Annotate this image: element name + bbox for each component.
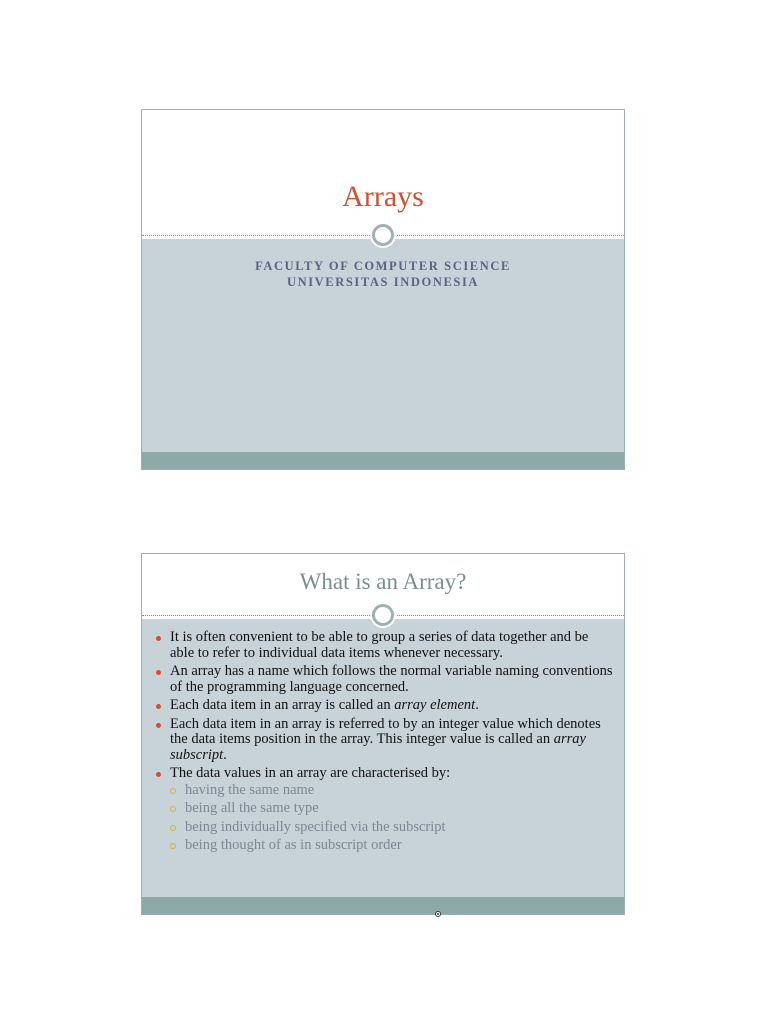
slide-subtitle (142, 258, 624, 290)
bullet-text: It is often convenient to be able to group a series of data together and be able to refer to individual data items whenever necessary. (170, 629, 589, 661)
bullet-item (156, 664, 616, 695)
slide-title-text: Arrays (342, 180, 424, 213)
slide-title (141, 109, 625, 470)
bullet-text-end: . (475, 697, 479, 713)
bullet-list (156, 630, 616, 857)
bullet-item (156, 717, 616, 764)
subtitle-line-faculty: FACULTY OF COMPUTER SCIENCE (255, 259, 511, 273)
slide-title-header (142, 110, 624, 236)
sub-bullet-item: being all the same type (170, 801, 616, 817)
bullet-text: An array has a name which follows the normal variable naming conventions of the programming language concerned. (170, 663, 613, 695)
term-array-subscript: array subscript (170, 731, 586, 763)
bullet-text: Each data item in an array is called an (170, 697, 395, 713)
sub-bullet-item: being individually specified via the subscript (170, 820, 616, 836)
term-array-element: array element (394, 697, 476, 713)
page-marker-icon (435, 911, 441, 917)
slide-footer-bar (142, 452, 624, 469)
sub-bullet-list (170, 783, 616, 854)
bullet-text: The data values in an array are characterised by: (170, 765, 451, 781)
subtitle-line-university: UNIVERSITAS INDONESIA (286, 275, 480, 289)
bullet-text: Each data item in an array is referred to by an integer value which denotes the data items position in the array. This integer value is called an (170, 715, 601, 747)
bullet-item (156, 698, 616, 714)
sub-bullet-item: being thought of as in subscript order (170, 838, 616, 854)
slide-2-title: What is an Array? (299, 569, 467, 594)
sub-bullet-item: having the same name (170, 783, 616, 799)
slide-what-is-array (141, 553, 625, 915)
bullet-item (156, 766, 616, 854)
slide-footer-bar (142, 897, 624, 914)
bullet-text-end: . (223, 746, 227, 763)
circle-ornament-icon (372, 604, 394, 626)
circle-ornament-icon (372, 224, 394, 246)
bullet-item (156, 630, 616, 661)
